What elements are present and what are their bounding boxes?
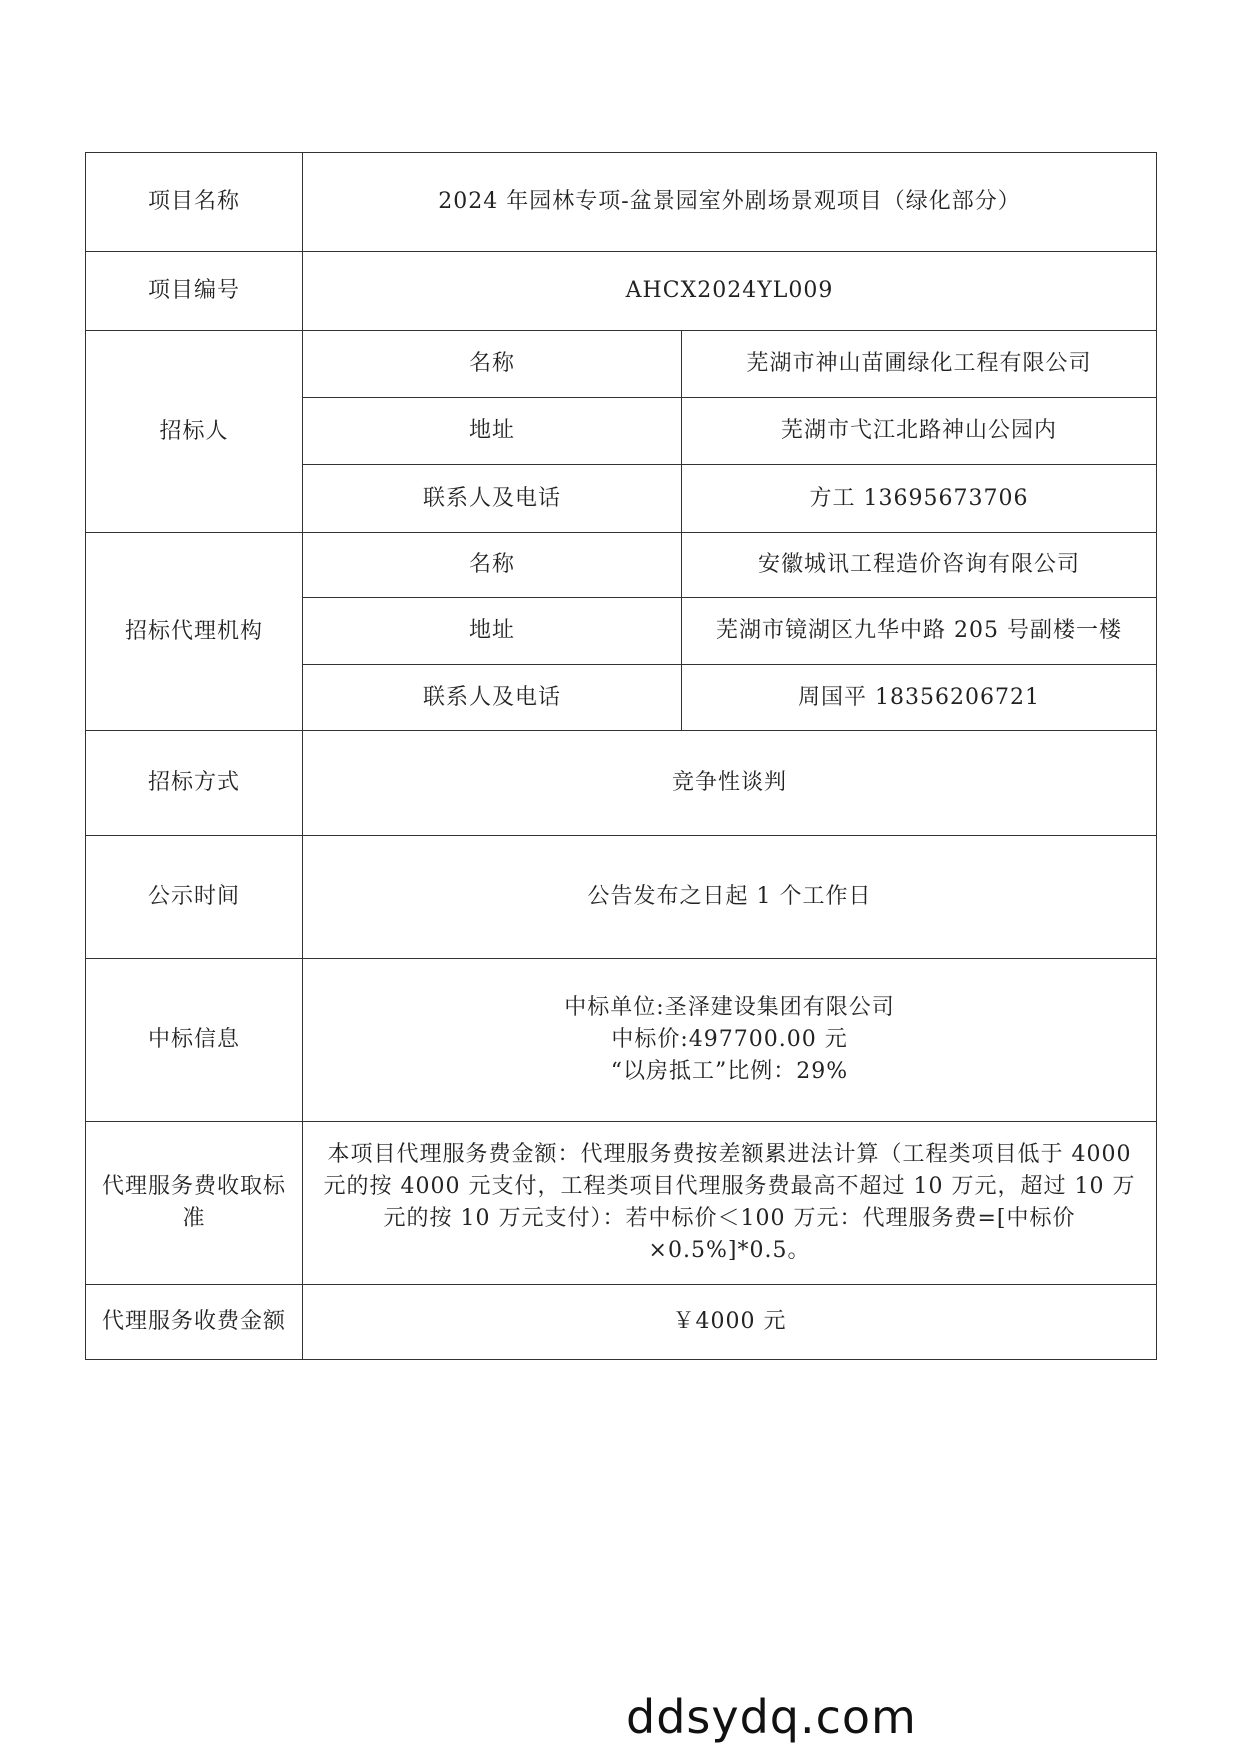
sublabel-tenderer-addr: 地址	[303, 398, 682, 465]
value-agency-name: 安徽城讯工程造价咨询有限公司	[682, 533, 1157, 598]
value-agency-contact: 周国平 18356206721	[682, 665, 1157, 731]
award-ratio: “以房抵工”比例：29%	[610, 1058, 849, 1084]
value-fee-standard: 本项目代理服务费金额：代理服务费按差额累进法计算（工程类项目低于 4000 元的按 4000 元支付，工程类项目代理服务费最高不超过 10 万元，超过 10 万元的按 10 万元支付）：若中标价＜100 万元：代理服务费=[中标价×0.5%]*0.5。	[303, 1122, 1157, 1285]
value-project-name: 2024 年园林专项-盆景园室外剧场景观项目（绿化部分）	[303, 153, 1157, 252]
label-fee-amount: 代理服务收费金额	[86, 1285, 303, 1360]
value-fee-amount: ￥4000 元	[303, 1285, 1157, 1360]
row-method	[86, 731, 1157, 836]
label-project-no: 项目编号	[86, 252, 303, 331]
info-table	[85, 152, 1157, 1360]
label-award: 中标信息	[86, 959, 303, 1122]
value-agency-addr: 芜湖市镜湖区九华中路 205 号副楼一楼	[682, 598, 1157, 665]
row-agency-name	[86, 533, 1157, 598]
sublabel-tenderer-name: 名称	[303, 331, 682, 398]
row-award	[86, 959, 1157, 1122]
value-award	[303, 959, 1157, 1122]
label-method: 招标方式	[86, 731, 303, 836]
label-agency: 招标代理机构	[86, 533, 303, 731]
row-notice-period	[86, 836, 1157, 959]
row-fee-standard	[86, 1122, 1157, 1285]
value-tenderer-addr: 芜湖市弋江北路神山公园内	[682, 398, 1157, 465]
sublabel-agency-name: 名称	[303, 533, 682, 598]
sublabel-tenderer-contact: 联系人及电话	[303, 465, 682, 533]
value-notice-period: 公告发布之日起 1 个工作日	[303, 836, 1157, 959]
label-tenderer: 招标人	[86, 331, 303, 533]
value-tenderer-contact: 方工 13695673706	[682, 465, 1157, 533]
row-project-no	[86, 252, 1157, 331]
award-price: 中标价:497700.00 元	[611, 1027, 848, 1053]
value-tenderer-name: 芜湖市神山苗圃绿化工程有限公司	[682, 331, 1157, 398]
row-tenderer-name	[86, 331, 1157, 398]
label-fee-standard: 代理服务费收取标准	[86, 1122, 303, 1285]
label-notice-period: 公示时间	[86, 836, 303, 959]
value-method: 竞争性谈判	[303, 731, 1157, 836]
sublabel-agency-addr: 地址	[303, 598, 682, 665]
label-project-name: 项目名称	[86, 153, 303, 252]
row-project-name	[86, 153, 1157, 252]
value-project-no: AHCX2024YL009	[303, 252, 1157, 331]
row-fee-amount	[86, 1285, 1157, 1360]
sublabel-agency-contact: 联系人及电话	[303, 665, 682, 731]
watermark-text: ddsydq.com	[626, 1690, 917, 1744]
award-winner: 中标单位:圣泽建设集团有限公司	[564, 995, 895, 1021]
